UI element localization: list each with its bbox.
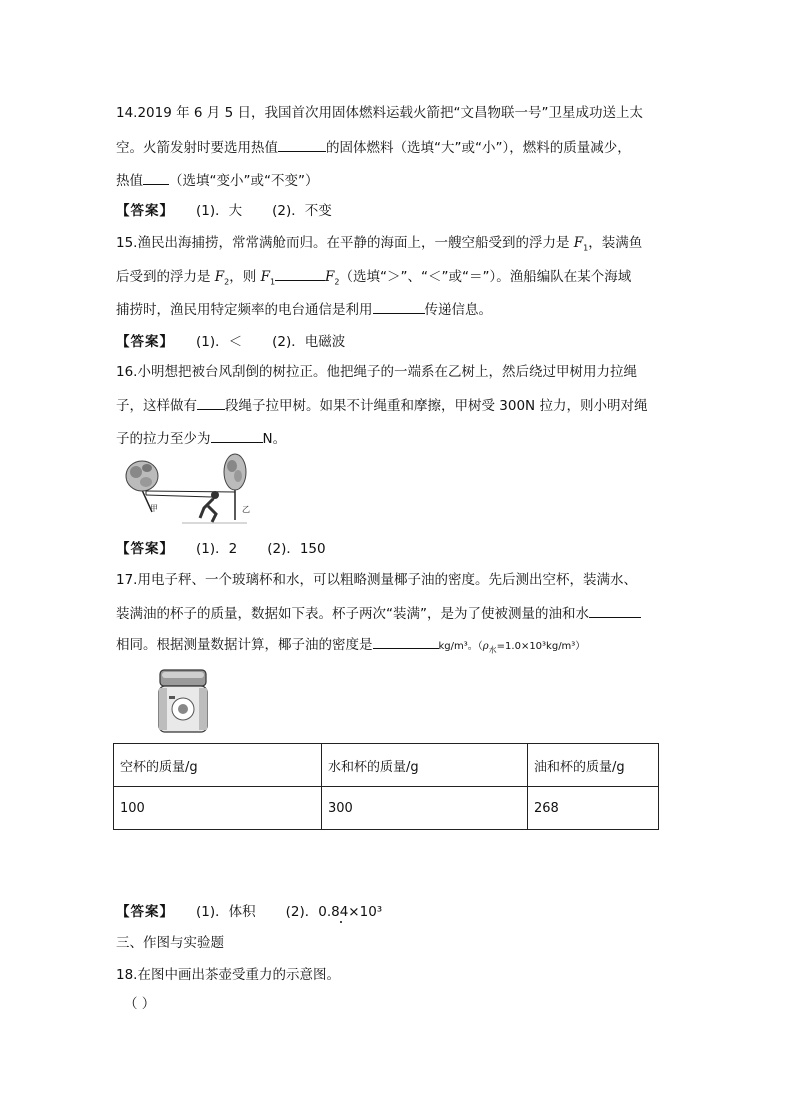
answer-blank — [211, 428, 263, 443]
q14-line1: 14.2019 年 6 月 5 日，我国首次用固体燃料运载火箭把“文昌物联一号”卫星成功送上太 — [116, 105, 643, 121]
q16-line1: 16.小明想把被台风刮倒的树拉正。他把绳子的一端系在乙树上，然后绕过甲树用力拉绳 — [116, 364, 637, 380]
person-pulling-icon — [182, 491, 247, 523]
q14-answer: 【答案】 (1)．大 (2)．不变 — [116, 203, 332, 219]
q17-answer: 【答案】 (1)．体积 (2)．0.84×10³ — [116, 904, 383, 920]
answer-blank — [373, 634, 439, 649]
table-cell: 268 — [528, 787, 659, 830]
table-header-cell: 油和杯的质量/g — [528, 744, 659, 787]
q15-line3: 捕捞时，渔民用特定频率的电台通信是利用 传递信息。 — [116, 299, 492, 320]
q15-line2: 后受到的浮力是 $F_2$，则 $F_1$ $F_2$（选填“＞”、“＜”或“＝”）。渔船编队在某个海域 — [116, 266, 631, 293]
table-row — [114, 787, 659, 830]
coconut-oil-jar-icon — [159, 670, 207, 732]
q17-line3: 相同。根据测量数据计算，椰子油的密度是 kg/m³。$(\rho_水=1.0\times 10^3kg/m^3)$ — [116, 634, 585, 661]
section-heading: 三、作图与实验题 — [116, 935, 224, 951]
q17-jar-figure — [154, 666, 212, 736]
q16-line2: 子，这样做有 段绳子拉甲树。如果不计绳重和摩擦，甲树受 300N 拉力，则小明对绳 — [116, 395, 647, 416]
answer-blank — [278, 137, 326, 152]
fig-label-jia: 甲 — [150, 504, 158, 513]
rope-icon — [146, 491, 235, 497]
emphasis-dot — [340, 921, 342, 923]
q14-line2: 空。火箭发射时要选用热值 的固体燃料（选填“大”或“小”），燃料的质量减少， — [116, 137, 631, 158]
table-header-row — [114, 744, 659, 787]
answer-blank — [589, 603, 641, 618]
answer-blank — [143, 170, 169, 185]
q15-answer: 【答案】 (1)．＜ (2)．电磁波 — [116, 334, 346, 350]
table-header-cell: 空杯的质量/g — [114, 744, 322, 787]
answer-blank — [197, 395, 225, 410]
q15-line1: 15.渔民出海捕捞，常常满舱而归。在平静的海面上，一艘空船受到的浮力是 $F_1$，装满鱼 — [116, 235, 643, 253]
q18-answer-paren: （ ） — [124, 996, 156, 1012]
q16-answer: 【答案】 (1)．2 (2)．150 — [116, 541, 326, 557]
fig-label-yi: 乙 — [242, 505, 250, 514]
table-cell: 300 — [322, 787, 528, 830]
q14-line3: 热值 （选填“变小”或“不变”） — [116, 170, 318, 191]
q17-line2: 装满油的杯子的质量，数据如下表。杯子两次“装满”，是为了使被测量的油和水 — [116, 603, 641, 624]
answer-blank — [275, 266, 325, 281]
q17-line1: 17.用电子秤、一个玻璃杯和水，可以粗略测量椰子油的密度。先后测出空杯，装满水、 — [116, 572, 637, 588]
q18-line1: 18.在图中画出茶壶受重力的示意图。 — [116, 967, 340, 983]
q17-data-table — [113, 743, 659, 830]
table-header-cell: 水和杯的质量/g — [322, 744, 528, 787]
answer-blank — [373, 299, 425, 314]
q16-figure — [122, 452, 257, 527]
q16-line3: 子的拉力至少为 N。 — [116, 428, 286, 449]
table-cell: 100 — [114, 787, 322, 830]
